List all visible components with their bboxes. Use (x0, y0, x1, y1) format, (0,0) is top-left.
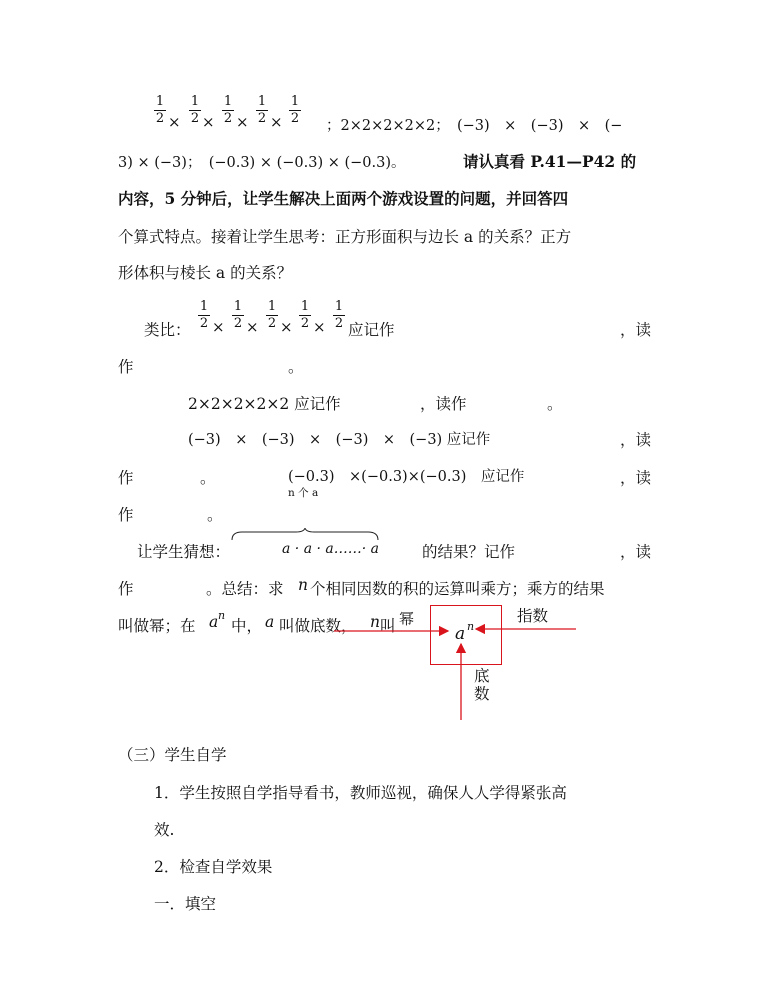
guess-tail: 的结果？记作 (422, 543, 516, 561)
row-two-period: 。 (547, 395, 563, 413)
section3-item1a: 1．学生按照自学指导看书，教师巡视，确保人人学得紧张高 (154, 784, 567, 802)
summary-text2: 个相同因数的积的运算叫乘方；乘方的结果 (310, 580, 605, 598)
row-neg03-read: ，读 (620, 469, 652, 487)
analogy-read: ，读 (620, 321, 652, 339)
diagram-exp: n (467, 620, 475, 633)
row-two-expr: 2×2×2×2×2 应记作 (188, 395, 341, 413)
power-line-c: 叫做底数， (279, 617, 357, 635)
analogy-label: 类比： (144, 321, 191, 339)
line5: 形体积与棱长 a 的关系？ (118, 264, 293, 282)
times-sign: × (280, 318, 293, 336)
line1-rest: ；2×2×2×2×2； (−3) × (−3) × (− (326, 118, 623, 134)
guess-label: 让学生猜想： (137, 543, 231, 561)
line3-bold: 内容，5 分钟后，让学生解决上面两个游戏设置的问题，并回答四 (118, 189, 569, 208)
power-line-d: 叫 (380, 617, 396, 635)
times-sign: × (212, 318, 225, 336)
exponent-label: 指数 (517, 607, 549, 625)
row-two-read: ，读作 (420, 395, 467, 413)
fraction: 1 2 (300, 299, 310, 331)
diagram-base: a (455, 624, 466, 644)
summary-n: n (298, 576, 308, 594)
row-zuo3-period: 。 (207, 506, 223, 524)
row-zuo3: 作 (118, 506, 134, 524)
section3-item2: 2．检查自学效果 (154, 858, 273, 876)
row-neg03-expr: (−0.3) ×(−0.3)×(−0.3) 应记作 (288, 469, 525, 485)
times-sign: × (168, 113, 181, 131)
section3-item1b: 效. (154, 821, 175, 839)
line2-bold: 请认真看 P.41—P42 的 (463, 152, 637, 171)
power-label: 幂 (399, 610, 415, 628)
row-neg3-read: ，读 (620, 431, 652, 449)
power-a-var: a (265, 613, 275, 631)
fraction: 1 2 (199, 299, 209, 331)
times-sign: × (270, 113, 283, 131)
n-a-label: n 个 a (288, 487, 319, 499)
power-line-a: 叫做幂；在 (118, 617, 196, 635)
analogy-tail: 应记作 (348, 321, 395, 339)
line2-text: 3) × (−3)； (−0.3) × (−0.3) × (−0.3)。 (118, 155, 406, 171)
analogy-zuo: 作 (118, 358, 134, 376)
section3-item3: 一．填空 (154, 895, 217, 913)
power-an-exp: n (218, 609, 226, 622)
times-sign: × (313, 318, 326, 336)
guess-read: ，读 (620, 543, 652, 561)
times-sign: × (246, 318, 259, 336)
fraction: 1 2 (267, 299, 277, 331)
summary-zuo: 作 (118, 580, 134, 598)
times-sign: × (236, 113, 249, 131)
times-sign: × (202, 113, 215, 131)
row-neg03-zuo: 作 (118, 469, 134, 487)
power-n-var: n (370, 613, 380, 631)
power-an-base: a (209, 613, 219, 631)
fraction: 1 2 (223, 94, 233, 126)
fraction: 1 2 (190, 94, 200, 126)
fraction: 1 2 (233, 299, 243, 331)
base-label-1: 底 (474, 667, 490, 685)
fraction: 1 2 (155, 94, 165, 126)
row-neg3-expr: (−3) × (−3) × (−3) × (−3) 应记作 (188, 432, 491, 448)
fraction: 1 2 (334, 299, 344, 331)
guess-product: a · a · a……· a (282, 541, 379, 557)
summary-text: 。总结：求 (206, 580, 284, 598)
analogy-period: 。 (288, 358, 304, 376)
row-neg03-period: 。 (200, 469, 216, 487)
section3-title: （三）学生自学 (118, 746, 227, 764)
fraction: 1 2 (257, 94, 267, 126)
power-line-b: 中， (231, 617, 263, 635)
line4: 个算式特点。接着让学生思考：正方形面积与边长 a 的关系？正方 (118, 228, 572, 246)
base-label-2: 数 (474, 685, 490, 703)
fraction: 1 2 (290, 94, 300, 126)
